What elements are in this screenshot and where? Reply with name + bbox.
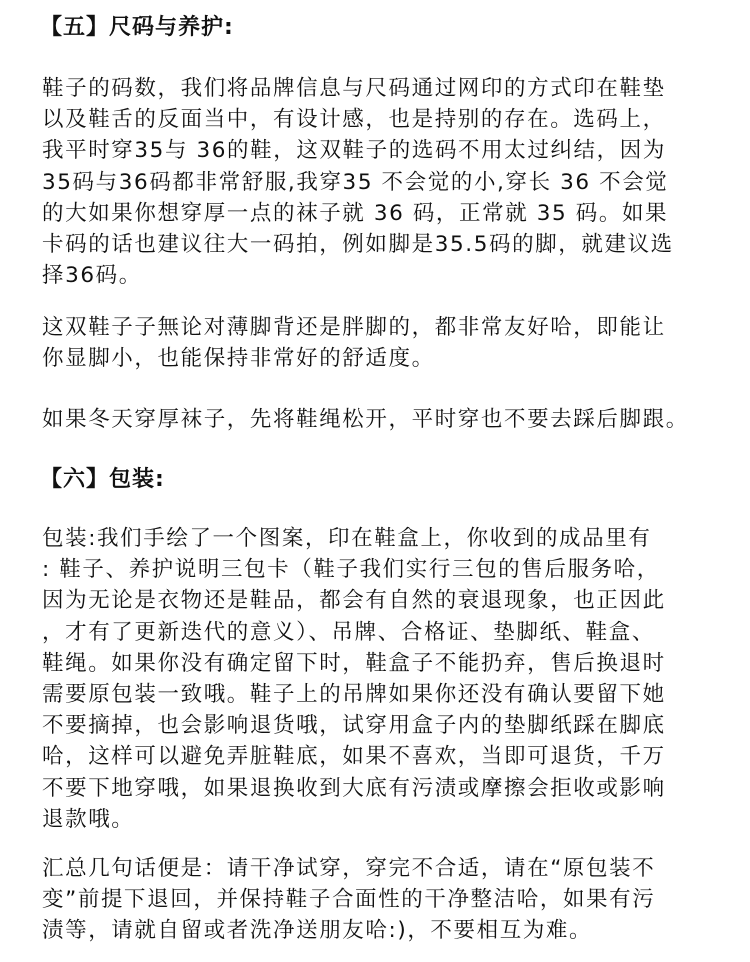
text-line: 不要摘掉，也会影响退货哦，试穿用盒子内的垫脚纸踩在脚底: [42, 713, 666, 739]
text-line: 我平时穿35与 36的鞋，这双鞋子的选码不用太过纠结，因为: [42, 138, 666, 164]
text-line: 退款哦。: [42, 806, 135, 832]
paragraph-packaging-contents: [42, 523, 717, 835]
paragraph-size-selection: [42, 73, 717, 291]
section-heading-packaging: 【六】包装:: [40, 467, 165, 492]
paragraph-comfort: [42, 312, 717, 374]
text-line: 哈，这样可以避免弄脏鞋底，如果不喜欢，当即可退货，千万: [42, 744, 666, 770]
text-line: 你显脚小，也能保持非常好的舒适度。: [42, 346, 435, 372]
paragraph-summary: [42, 853, 717, 947]
text-line: 如果冬天穿厚袜子，先将鞋绳松开，平时穿也不要去踩后脚跟。: [42, 407, 689, 432]
text-line: ，才有了更新迭代的意义）、吊牌、合格证、垫脚纸、鞋盒、: [42, 619, 655, 645]
text-line: 需要原包装一致哦。鞋子上的吊牌如果你还没有确认要留下她: [42, 681, 666, 707]
text-line: 这双鞋子子無论对薄脚背还是胖脚的，都非常友好哈，即能让: [42, 315, 666, 340]
text-line: 包装:我们手绘了一个图案，印在鞋盒上，你收到的成品里有: [42, 526, 652, 551]
text-line: 35码与36码都非常舒服,我穿35 不会觉的小,穿长 36 不会觉: [42, 169, 669, 195]
section-heading-size-care: 【五】尺码与养护:: [40, 15, 234, 40]
text-line: 渍等，请就自留或者洗净送朋友哈:)，不要相互为难。: [42, 918, 593, 944]
text-line: : 鞋子、养护说明三包卡（鞋子我们实行三包的售后服务哈，: [42, 557, 660, 583]
paragraph-winter-tip: [42, 404, 717, 435]
text-line: 汇总几句话便是：请干净试穿，穿完不合适，请在“原包装不: [42, 856, 656, 881]
text-line: 以及鞋舌的反面当中，有设计感，也是持别的存在。选码上，: [42, 107, 666, 133]
text-line: 不要下地穿哦，如果退换收到大底有污渍或摩擦会拒收或影响: [42, 775, 666, 801]
text-line: 鞋绳。如果你没有确定留下时，鞋盒子不能扔弃，售后换退时: [42, 650, 666, 676]
text-line: 鞋子的码数，我们将品牌信息与尺码通过网印的方式印在鞋垫: [42, 76, 666, 101]
text-line: 变”前提下退回，并保持鞋子合面性的干净整洁哈，如果有污: [42, 887, 656, 913]
text-line: 择36码。: [42, 263, 142, 289]
text-line: 因为无论是衣物还是鞋品，都会有自然的衰退现象，也正因此: [42, 588, 666, 614]
text-line: 卡码的话也建议往大一码拍，例如脚是35.5码的脚，就建议选: [42, 231, 674, 257]
text-line: 的大如果你想穿厚一点的袜子就 36 码，正常就 35 码。如果: [42, 200, 669, 226]
